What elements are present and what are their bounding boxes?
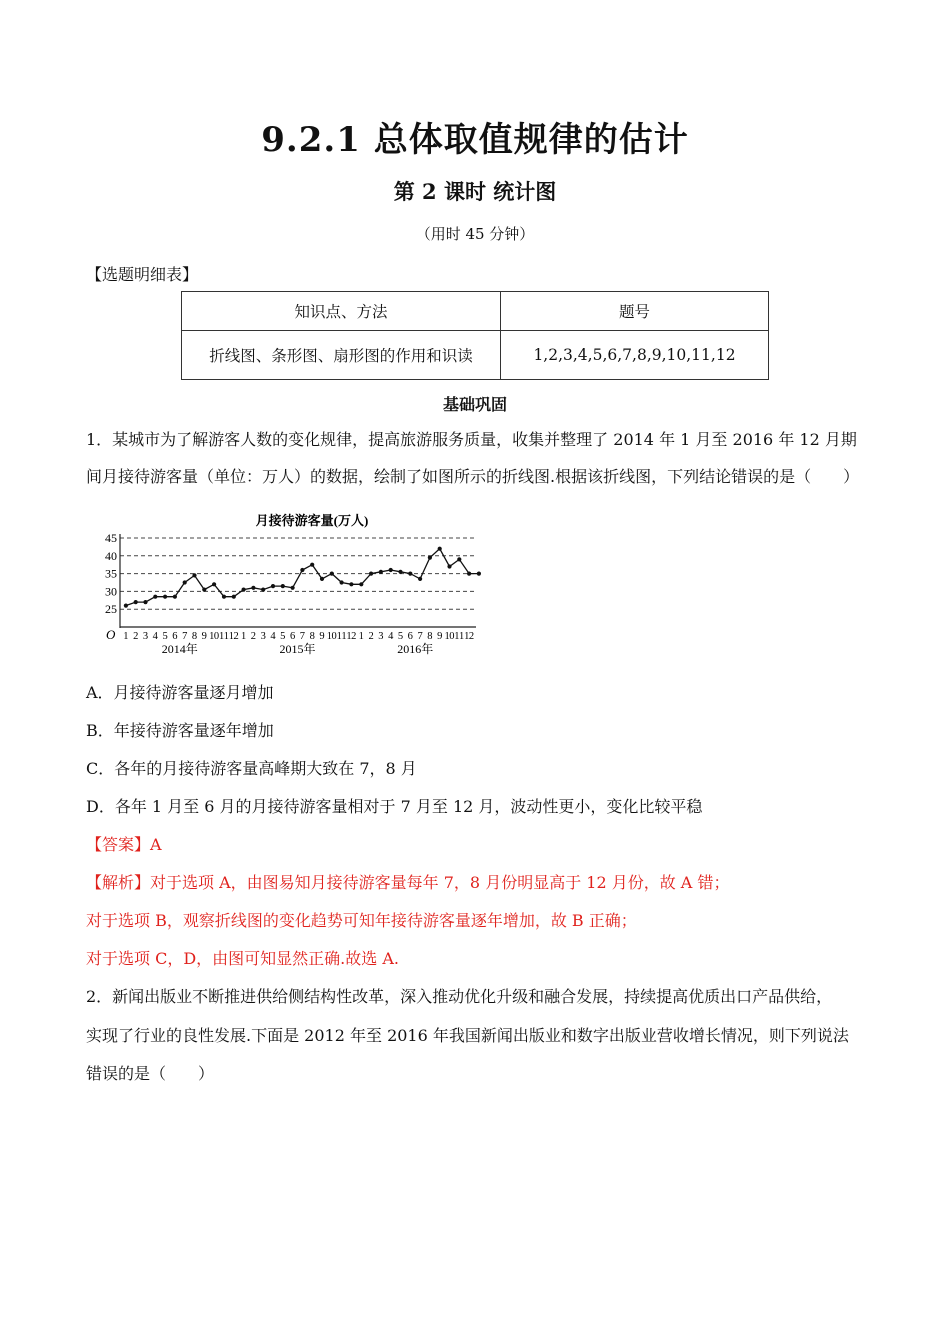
- chart-data-point: [143, 600, 147, 604]
- q1-line-chart: [96, 506, 496, 664]
- chart-x-tick-label: 2: [133, 631, 139, 642]
- chart-year-label: 2014年: [161, 642, 198, 656]
- chart-data-point: [447, 564, 451, 568]
- chart-x-tick-label: 11: [336, 631, 347, 642]
- chart-data-point: [183, 580, 187, 584]
- chart-x-tick-label: 7: [299, 631, 306, 642]
- chart-series-line: [126, 549, 479, 606]
- q1-stem-line-2: 间月接待游客量（单位：万人）的数据，绘制了如图所示的折线图.根据该折线图，下列结论错误的是（ ）: [86, 467, 860, 486]
- chart-data-point: [281, 584, 285, 588]
- chart-y-tick-label: 45: [105, 531, 117, 545]
- chart-data-point: [320, 577, 324, 581]
- table-header-questions: 题号: [501, 292, 769, 331]
- chart-data-point: [457, 557, 461, 561]
- chart-data-point: [153, 595, 157, 599]
- chart-year-label: 2016年: [397, 642, 434, 656]
- page-title: 9.2.1 总体取值规律的估计: [261, 120, 689, 160]
- chart-x-tick-label: 11: [454, 631, 465, 642]
- chart-data-point: [163, 595, 167, 599]
- chart-x-tick-label: 6: [289, 631, 296, 642]
- chart-data-point: [291, 586, 295, 590]
- chart-x-tick-label: 2: [368, 631, 374, 642]
- chart-data-point: [310, 563, 314, 567]
- chart-x-tick-label: 3: [378, 631, 384, 642]
- table-cell-questions: 1,2,3,4,5,6,7,8,9,10,11,12: [501, 331, 769, 380]
- chart-x-tick-label: 8: [427, 631, 433, 642]
- chart-x-tick-label: 12: [346, 631, 357, 642]
- chart-x-tick-label: 3: [260, 631, 266, 642]
- chart-x-tick-label: 4: [152, 631, 158, 642]
- q1-option-c: C．各年的月接待游客量高峰期大致在 7，8 月: [86, 759, 417, 778]
- chart-data-point: [398, 570, 402, 574]
- chart-title: 月接待游客量(万人): [255, 513, 369, 528]
- chart-data-point: [271, 584, 275, 588]
- page-subtitle: 第 2 课时 统计图: [393, 179, 557, 204]
- chart-data-point: [438, 547, 442, 551]
- chart-data-point: [340, 580, 344, 584]
- chart-x-tick-label: 10: [209, 631, 220, 642]
- chart-data-point: [134, 600, 138, 604]
- chart-data-point: [242, 588, 246, 592]
- q1-option-d: D．各年 1 月至 6 月的月接待游客量相对于 7 月至 12 月，波动性更小，变化比较平稳: [86, 797, 703, 816]
- chart-x-tick-label: 8: [191, 631, 198, 642]
- chart-y-tick-label: 35: [105, 566, 117, 581]
- chart-x-tick-label: 3: [142, 631, 149, 642]
- chart-x-tick-label: 1: [123, 631, 129, 642]
- chart-data-point: [379, 570, 383, 574]
- chart-x-tick-label: 10: [326, 631, 337, 642]
- q1-analysis-line-2: 对于选项 B，观察折线图的变化趋势可知年接待游客量逐年增加，故 B 正确；: [86, 911, 637, 930]
- chart-origin-label: O: [106, 627, 116, 642]
- chart-data-point: [261, 588, 265, 592]
- chart-data-point: [408, 572, 412, 576]
- q1-option-a: A．月接待游客量逐月增加: [86, 683, 274, 702]
- chart-x-tick-label: 7: [417, 631, 423, 642]
- chart-data-point: [369, 572, 373, 576]
- chart-x-tick-label: 10: [444, 631, 455, 642]
- chart-x-tick-label: 7: [182, 631, 188, 642]
- table-cell-topic: 折线图、条形图、扇形图的作用和识读: [182, 331, 501, 380]
- q2-stem-line-3: 错误的是（ ）: [86, 1064, 215, 1083]
- detail-table: [181, 291, 769, 380]
- chart-data-point: [467, 572, 471, 576]
- chart-x-tick-label: 12: [464, 631, 475, 642]
- chart-data-point: [222, 595, 226, 599]
- chart-data-point: [418, 577, 422, 581]
- chart-y-tick-label: 30: [105, 584, 117, 599]
- chart-data-point: [389, 568, 393, 572]
- time-limit: （用时 45 分钟）: [415, 225, 535, 243]
- chart-data-point: [192, 573, 196, 577]
- q1-analysis-line-3: 对于选项 C，D，由图可知显然正确.故选 A.: [86, 949, 399, 968]
- chart-x-tick-label: 6: [172, 631, 178, 642]
- chart-x-tick-label: 9: [437, 631, 443, 642]
- analysis-text-1: 对于选项 A，由图易知月接待游客量每年 7，8 月份明显高于 12 月份，故 A 错；: [150, 873, 730, 892]
- chart-x-tick-label: 1: [240, 631, 247, 642]
- chart-data-point: [124, 604, 128, 608]
- chart-data-point: [349, 582, 353, 586]
- q1-analysis-line-1: [86, 873, 729, 893]
- chart-x-tick-label: 12: [228, 631, 239, 642]
- chart-data-point: [251, 586, 255, 590]
- chart-x-tick-label: 4: [270, 631, 276, 642]
- q1-answer: 【答案】A: [86, 835, 162, 854]
- q2-stem-line-2: 实现了行业的良性发展.下面是 2012 年至 2016 年我国新闻出版业和数字出版业营收增长情况，则下列说法: [86, 1026, 849, 1045]
- chart-data-point: [202, 588, 206, 592]
- chart-x-tick-label: 5: [280, 631, 286, 642]
- chart-data-point: [477, 572, 481, 576]
- detail-table-label: 【选题明细表】: [86, 265, 199, 284]
- q2-stem-line-1: 2．新闻出版业不断推进供给侧结构性改革，深入推动优化升级和融合发展，持续提高优质出口产品供给，: [86, 987, 833, 1006]
- chart-x-tick-label: 11: [219, 631, 229, 642]
- q1-option-b: B．年接待游客量逐年增加: [86, 721, 274, 740]
- chart-data-point: [428, 556, 432, 560]
- chart-x-tick-label: 9: [201, 631, 207, 642]
- chart-year-label: 2015年: [279, 642, 316, 656]
- chart-x-tick-label: 1: [358, 631, 364, 642]
- chart-y-tick-label: 40: [105, 548, 117, 563]
- chart-x-tick-label: 5: [162, 631, 168, 642]
- chart-x-tick-label: 6: [407, 631, 413, 642]
- chart-data-point: [232, 595, 236, 599]
- analysis-label: 【解析】: [86, 873, 151, 892]
- chart-data-point: [300, 568, 304, 572]
- chart-data-point: [173, 595, 177, 599]
- section-heading: 基础巩固: [442, 395, 507, 414]
- chart-x-tick-label: 4: [388, 631, 394, 642]
- chart-data-point: [359, 582, 363, 586]
- chart-x-tick-label: 5: [397, 631, 404, 642]
- chart-y-tick-label: 25: [105, 602, 117, 617]
- q1-stem-line-1: 1．某城市为了解游客人数的变化规律，提高旅游服务质量，收集并整理了 2014 年 1 月至 2016 年 12 月期: [86, 430, 857, 449]
- chart-x-tick-label: 2: [250, 631, 257, 642]
- table-header-topic: 知识点、方法: [182, 292, 501, 331]
- chart-x-tick-label: 9: [319, 631, 325, 642]
- chart-data-point: [212, 582, 216, 586]
- chart-data-point: [330, 572, 334, 576]
- chart-x-tick-label: 8: [309, 631, 315, 642]
